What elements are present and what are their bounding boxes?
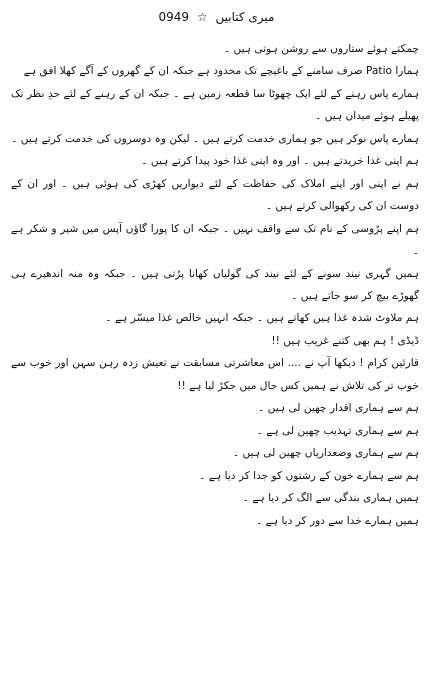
paragraph-1: چمکتے ہوئے ستاروں سے روشن ہوتی ہیں ۔ xyxy=(223,43,419,55)
page-number: 0949 xyxy=(158,10,190,24)
book-title: میری کتابیں xyxy=(215,10,275,24)
paragraph-9: ہم ملاوٹ شدہ غذا ہیں کھاتے ہیں ۔ جبکہ انہیں خالص غذا میسّر ہے ۔ xyxy=(105,312,419,325)
paragraph-14: ہم سے ہماری وضعداریاں چھین لی ہیں ۔ xyxy=(232,447,419,460)
paragraph-13: ہم سے ہماری تہذیب چھین لی ہے ۔ xyxy=(256,424,419,437)
paragraph-4: ہمارے پاس نوکر ہیں جو ہماری خدمت کرتے ہیں ۔ لیکن وہ دوسروں کی خدمت کرتے ہیں ۔ xyxy=(11,132,419,145)
paragraph-12: ہم سے ہماری اقدار چھین لی ہیں ۔ xyxy=(258,402,419,415)
star-icon: ☆ xyxy=(196,10,208,24)
paragraph-11: قارئین کرام ! دیکھا آپ نے .... اس معاشرتی مسابقت نے تعیش زدہ رہن سہن اور خوب سے خوب تر کی تلاش نے ہمیں کس جال میں جکڑ لیا ہے !! xyxy=(11,357,419,392)
paragraph-7: ہم اپنے پڑوسی کے نام تک سے واقف نہیں ۔ جبکہ ان کا پورا گاؤں آپس میں شیر و شکر ہے ۔ xyxy=(11,222,419,258)
paragraph-17: ہمیں ہمارے خدا سے دور کر دیا ہے ۔ xyxy=(256,514,419,527)
paragraph-8: ہمیں گہری نیند سونے کے لئے نیند کی گولیاں کھانا پڑتی ہیں ۔ جبکہ وہ منہ اندھیرے ہی گھوڑے بیچ کر سو جاتے ہیں ۔ xyxy=(11,267,419,302)
paragraph-5: ہم اپنی غذا خریدتے ہیں ۔ اور وہ اپنی غذا خود پیدا کرتے ہیں ۔ xyxy=(141,155,419,168)
paragraph-16: ہمیں ہماری بندگی سے الگ کر دیا ہے ۔ xyxy=(242,492,419,505)
paragraph-2: ہمارا Patio صرف سامنے کے باغیچے تک محدود ہے جبکہ ان کے گھروں کے آگے کھلا افق ہے xyxy=(23,65,419,78)
paragraph-6: ہم نے اپنی اور اپنے املاک کی حفاظت کے لئے دیواریں کھڑی کی ہوئی ہیں ۔ اور ان کے دوست ان کی رکھوالی کرتے ہیں ۔ xyxy=(11,177,419,213)
page-header xyxy=(0,9,433,25)
paragraph-10: ڈیڈی ! ہم بھی کتنے غریب ہیں !! xyxy=(271,334,419,347)
paragraph-3: ہمارے پاس رہنے کے لئے ایک چھوٹا سا قطعہ زمین ہے ۔ جبکہ ان کے رہنے کے لئے حدِ نظر تک پھیلے ہوئے میدان ہیں ۔ xyxy=(11,87,419,123)
body-text xyxy=(11,38,419,532)
paragraph-15: ہم سے ہمارے خون کے رشتوں کو جدا کر دیا ہے ۔ xyxy=(199,469,419,482)
